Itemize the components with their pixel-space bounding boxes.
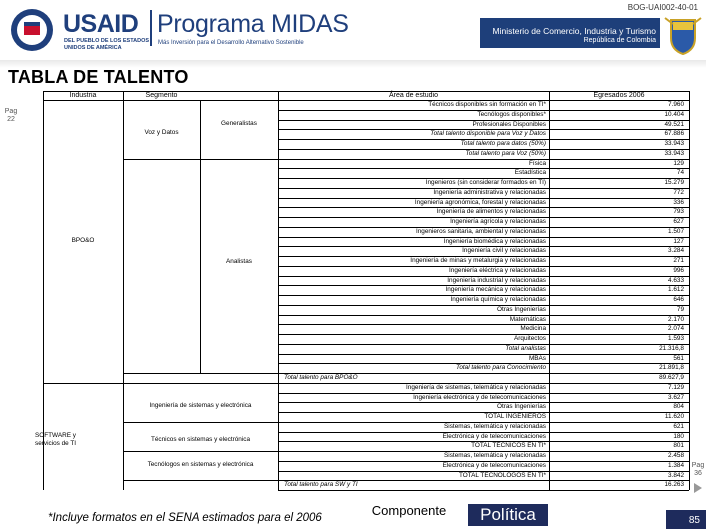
total-bpo: Total talento para BPO&O bbox=[284, 374, 358, 381]
header-segmento: Segmento bbox=[145, 92, 178, 99]
value-cell: 33.943 bbox=[664, 140, 684, 147]
usaid-tagline: DEL PUEBLO DE LOS ESTADOS UNIDOS DE AMÉRICA bbox=[64, 38, 150, 51]
area-cell: Total analistas bbox=[505, 344, 546, 352]
area-cell: Ingeniería eléctrica y relacionadas bbox=[449, 266, 546, 274]
col-border bbox=[43, 91, 44, 490]
value-cell: 7.129 bbox=[668, 383, 684, 391]
value-cell: 1.507 bbox=[668, 227, 684, 235]
area-cell: Estadística bbox=[514, 169, 546, 177]
segment-border bbox=[123, 159, 278, 160]
value-cell: 1.612 bbox=[668, 286, 684, 294]
segment-border bbox=[123, 373, 278, 374]
value-cell: 127 bbox=[673, 237, 684, 245]
value-cell: 7.960 bbox=[668, 101, 684, 108]
value-cell: 79 bbox=[676, 305, 684, 313]
value-cell: 11.620 bbox=[664, 413, 684, 420]
area-cell: Arquitectos bbox=[514, 335, 546, 342]
value-cell: 33.943 bbox=[664, 149, 684, 157]
area-cell: Electrónica y de telecomunicaciones bbox=[442, 432, 546, 440]
value-cell: 15.279 bbox=[664, 179, 684, 186]
segment-tec-sistemas: Técnicos en sistemas y electrónica bbox=[150, 435, 251, 443]
total-sw: Total talento para SW y TI bbox=[284, 481, 358, 489]
segment-generalistas: Generalistas bbox=[221, 119, 257, 127]
value-cell: 180 bbox=[673, 432, 684, 440]
value-cell: 4.633 bbox=[668, 276, 684, 284]
value-cell: 2.458 bbox=[668, 452, 684, 459]
industry-software: SOFTWARE y servicios de TI bbox=[35, 431, 77, 447]
value-cell: 627 bbox=[673, 218, 684, 225]
area-cell: Ingeniería biomédica y relacionadas bbox=[443, 237, 546, 245]
value-cell: 1.384 bbox=[668, 461, 684, 469]
footnote: *Incluye formatos en el SENA estimados para el 2006 bbox=[48, 512, 322, 524]
col-border bbox=[278, 91, 279, 490]
area-cell: Total talento para Conocimiento bbox=[456, 364, 546, 372]
area-cell: Ingeniería agronómica, forestal y relacionadas bbox=[414, 198, 546, 206]
usaid-wordmark: USAID bbox=[63, 10, 139, 38]
area-cell: Electrónica y de telecomunicaciones bbox=[442, 461, 546, 469]
area-cell: Sistemas, telemática y relacionadas bbox=[444, 452, 546, 459]
value-cell: 67.886 bbox=[664, 130, 684, 138]
value-cell: 772 bbox=[673, 188, 684, 196]
area-cell: Otras Ingenierías bbox=[496, 305, 546, 313]
area-cell: Ingeniería civil y relacionadas bbox=[462, 247, 546, 255]
area-cell: Total talento disponible para Voz y Datos bbox=[430, 130, 546, 138]
segment-ing-sistemas: Ingeniería de sistemas y electrónica bbox=[149, 402, 252, 410]
value-cell: 3.284 bbox=[668, 247, 684, 255]
value-cell: 561 bbox=[673, 354, 684, 362]
header-area: Área de estudio bbox=[388, 92, 439, 99]
industry-bpo: BPO&O bbox=[71, 236, 95, 244]
header-egresados: Egresados 2006 bbox=[593, 92, 645, 99]
value-cell: 49.521 bbox=[664, 120, 684, 128]
area-cell: Ingeniería de minas y metalurgia y relacionadas bbox=[410, 257, 546, 264]
area-cell: Ingenieros (sin considerar formados en TI) bbox=[425, 179, 546, 186]
area-cell: Total talento para Voz (50%) bbox=[465, 149, 546, 157]
value-cell: 2.170 bbox=[668, 315, 684, 323]
value-cell: 16.263 bbox=[664, 481, 684, 489]
area-cell: Profesionales Disponibles bbox=[472, 120, 546, 128]
area-cell: Ingeniería electrónica y de telecomunicaciones bbox=[413, 393, 546, 401]
value-cell: 89.627,9 bbox=[659, 374, 684, 381]
value-cell: 21.891,8 bbox=[659, 364, 684, 372]
page-number: 85 bbox=[666, 510, 706, 529]
area-cell: Ingeniería mecánica y relacionadas bbox=[445, 286, 546, 294]
program-subtitle: Más Inversión para el Desarrollo Alternativo Sostenible bbox=[158, 40, 304, 46]
industry-border bbox=[43, 383, 278, 384]
page-title: TABLA DE TALENTO bbox=[8, 67, 189, 87]
area-cell: Ingeniería química y relacionadas bbox=[450, 296, 546, 303]
value-cell: 621 bbox=[673, 422, 684, 430]
area-cell: MBAs bbox=[528, 354, 546, 362]
program-name: Programa MIDAS bbox=[157, 10, 349, 38]
area-cell: TOTAL INGENIEROS bbox=[484, 413, 546, 420]
col-border bbox=[200, 100, 201, 159]
row-border bbox=[278, 490, 689, 491]
col-border bbox=[689, 91, 690, 490]
value-cell: 271 bbox=[673, 257, 684, 264]
area-cell: Ingenieros sanitaria, ambiental y relacionadas bbox=[415, 227, 546, 235]
segment-border bbox=[123, 422, 278, 423]
value-cell: 336 bbox=[673, 198, 684, 206]
componente-button[interactable]: Componente bbox=[369, 502, 449, 520]
area-cell: Sistemas, telemática y relacionadas bbox=[444, 422, 546, 430]
col-border bbox=[123, 91, 124, 490]
area-cell: Tecnólogos disponibles* bbox=[477, 110, 546, 118]
segment-analistas: Analistas bbox=[226, 258, 252, 265]
value-cell: 793 bbox=[673, 208, 684, 216]
col-border bbox=[549, 91, 550, 490]
page-ref-left[interactable]: Pag 22 bbox=[4, 108, 18, 123]
area-cell: Ingeniería industrial y relacionadas bbox=[447, 276, 546, 284]
value-cell: 2.074 bbox=[668, 325, 684, 333]
value-cell: 1.593 bbox=[668, 335, 684, 342]
area-cell: TOTAL TECNÓLOGOS EN TI* bbox=[458, 471, 546, 479]
area-cell: Ingeniería de sistemas, telemática y relacionadas bbox=[406, 383, 546, 391]
document-code: BOG-UAI002-40-01 bbox=[627, 3, 698, 12]
value-cell: 3.842 bbox=[668, 471, 684, 479]
area-cell: TOTAL TÉCNICOS EN TI* bbox=[471, 442, 546, 450]
value-cell: 801 bbox=[673, 442, 684, 450]
value-cell: 646 bbox=[673, 296, 684, 303]
header-industria: Industria bbox=[69, 92, 97, 99]
segment-voz-datos: Voz y Datos bbox=[144, 129, 179, 137]
value-cell: 804 bbox=[673, 403, 684, 411]
area-cell: Otras Ingenierías bbox=[496, 403, 546, 411]
value-cell: 3.627 bbox=[668, 393, 684, 401]
area-cell: Ingeniería agrícola y relacionadas bbox=[450, 218, 546, 225]
ministry-country: República de Colombia bbox=[583, 37, 656, 44]
area-cell: Ingeniería administrativa y relacionadas bbox=[433, 188, 546, 196]
value-cell: 129 bbox=[673, 159, 684, 167]
area-cell: Física bbox=[528, 159, 546, 167]
value-cell: 996 bbox=[673, 266, 684, 274]
area-cell: Medicina bbox=[520, 325, 546, 333]
ministry-name: Ministerio de Comercio, Industria y Turismo bbox=[492, 26, 656, 36]
area-cell: Ingeniería de alimentos y relacionadas bbox=[436, 208, 546, 216]
value-cell: 21.316,8 bbox=[659, 344, 684, 352]
page-ref-right[interactable]: Pag 36 bbox=[691, 462, 705, 477]
value-cell: 10.404 bbox=[664, 110, 684, 118]
area-cell: Técnicos disponibles sin formación en TI* bbox=[428, 101, 546, 108]
area-cell: Matemáticas bbox=[509, 315, 546, 323]
area-cell: Total talento para datos (50%) bbox=[460, 140, 546, 147]
segment-tecno-sistemas: Tecnólogos en sistemas y electrónica bbox=[147, 460, 254, 468]
value-cell: 74 bbox=[676, 169, 684, 177]
politica-button[interactable]: Política bbox=[468, 504, 548, 526]
segment-border bbox=[123, 480, 278, 481]
segment-border bbox=[123, 451, 278, 452]
